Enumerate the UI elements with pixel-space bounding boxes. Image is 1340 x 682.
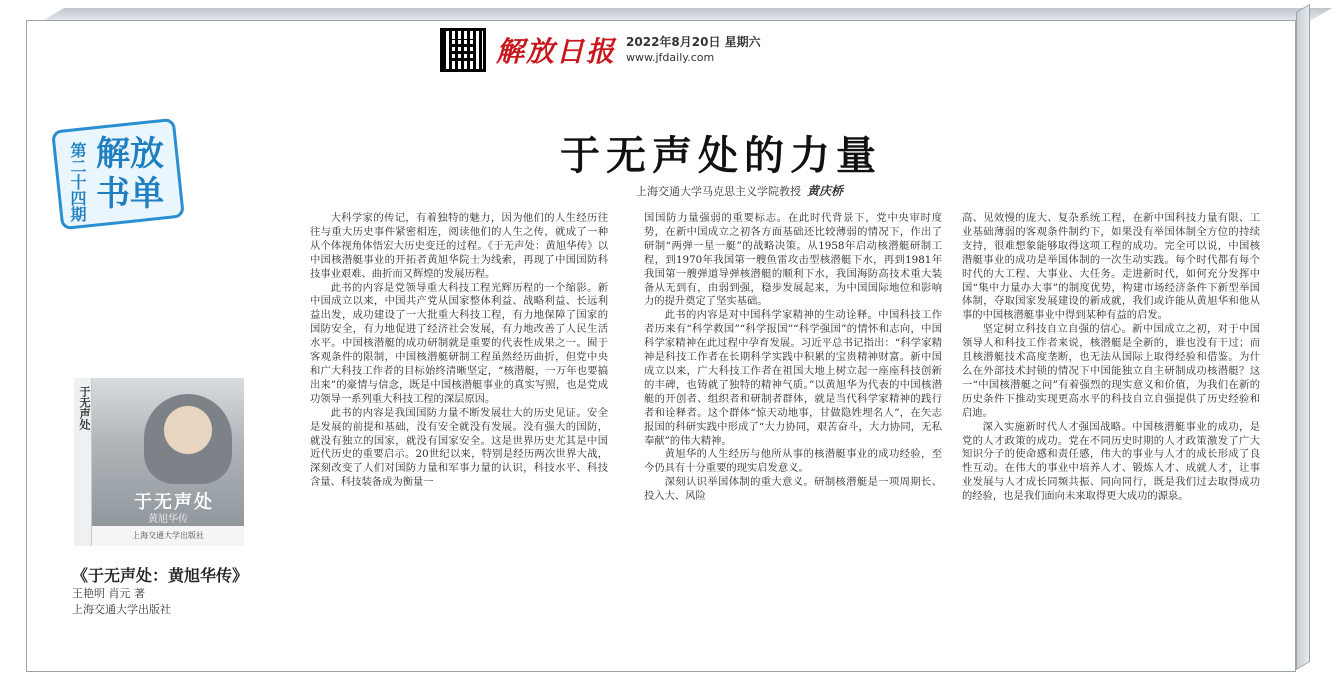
cover-title: 于无声处 [134,492,214,513]
paragraph: 深入实施新时代人才强国战略。中国核潜艇事业的成功，是党的人才政策的成功。党在不同历史时期的人才政策激发了广大知识分子的使命感和责任感，伟大的事业与人才的成长形成了良性互动。在伟大的事业中培养人才、锻炼人才、成就人才，让事业发展与人才成长同频共振、同向同行，既是我们过去取得成功的经验，也是我们面向未来取得更大成功的源泉。 [962,420,1260,503]
masthead [440,28,761,72]
paragraph: 此书的内容是党领导重大科技工程光辉历程的一个缩影。新中国成立以来，中国共产党从国家整体利益、战略利益、长远利益出发，成功建设了一大批重大科技工程，有力地保障了国家的国防安全，有力地促进了经济社会发展，有力地改善了人民生活水平。中国核潜艇的成功研制就是重要的代表性成果之一。囿于客观条件的限制，中国核潜艇研制工程虽然经历曲折，但党中央和广大科技工作者的目标始终清晰坚定，“核潜艇，一万年也要搞出来”的豪情与信念，既是中国核潜艇事业的真实写照，也是党成功领导一系列重大科技工程的深层原因。 [310,281,608,405]
byline-author: 黄庆桥 [807,184,844,198]
book-spine [74,378,92,546]
paragraph: 大科学家的传记，有着独特的魅力，因为他们的人生经历往往与重大历史事件紧密相连，阅读他们的人生之传，就成了一种从个体视角体悟宏大历史变迁的过程。《于无声处：黄旭华传》以中国核潜艇事业的开拓者黄旭华院士为线索，再现了中国国防科技事业艰难、曲折而又辉煌的发展历程。 [310,212,608,280]
paper-url: www.jfdaily.com [626,51,715,64]
cover-publisher: 上海交通大学出版社 [92,526,244,546]
byline [636,182,843,199]
page-right-edge [1296,4,1310,670]
portrait-photo [144,394,232,484]
paragraph: 黄旭华的人生经历与他所从事的核潜艇事业的成功经验，至今仍具有十分重要的现实启发意义。 [644,448,942,475]
column-badge [48,118,188,228]
qr-code-icon [440,28,486,72]
article-column-1 [310,212,608,490]
paragraph: 此书的内容是对中国科学家精神的生动诠释。中国科技工作者历来有“科学救国”“科学报国”“科学强国”的情怀和志向，中国科学家精神在此过程中孕育发展。习近平总书记指出：“科学家精神是科技工作者在长期科学实践中积累的宝贵精神财富。新中国成立以来，广大科技工作者在祖国大地上树立起一座座科技创新的丰碑，也铸就了独特的精神气质。”以黄旭华为代表的中国核潜艇的开创者、组织者和研制者群体，就是当代科学家精神的践行者和诠释者。这个群体“惊天动地事，甘做隐姓埋名人”，在矢志报国的科研实践中形成了“大力协同，艰苦奋斗，大力协同，无私奉献”的伟大精神。 [644,309,942,447]
byline-affiliation: 上海交通大学马克思主义学院教授 [636,185,801,198]
book-cover [74,378,244,546]
book-front [92,378,244,546]
book-info-authors: 王艳明 肖元 著 [72,587,145,600]
paragraph: 坚定树立科技自立自强的信心。新中国成立之初，对于中国领导人和科技工作者来说，核潜艇是全新的，谁也没有干过；而且核潜艇技术高度垄断，也无法从国际上取得经验和借鉴。为什么在外部技术封锁的情况下中国能独立自主研制成功核潜艇？这一“中国核潜艇之问”有着强烈的现实意义和价值，为我们在新的历史条件下推动实现更高水平的科技自立自强提供了历史经验和启迪。 [962,323,1260,419]
spine-title: 于无声处 [78,386,91,430]
headline: 于无声处的力量 [560,132,882,179]
article-column-2 [644,212,942,504]
issue-number: 第二十四期 [68,142,87,222]
article-column-3 [962,212,1260,504]
column-name: 解放书单 [96,134,164,214]
paragraph: 高、见效慢的庞大、复杂系统工程，在新中国科技力量有限、工业基础薄弱的客观条件制约下，如果没有举国体制全方位的持续支持，很难想象能够取得这项工程的成功。完全可以说，中国核潜艇事业的成功是举国体制的一次生动实践。每个时代都有每个时代的大工程、大事业、大任务。走进新时代，如何充分发挥中国“集中力量办大事”的制度优势，构建市场经济条件下新型举国体制，夺取国家发展建设的新成就，我们或许能从黄旭华和他从事的中国核潜艇事业中得到某种有益的启发。 [962,212,1260,322]
issue-date: 2022年8月20日 星期六 [626,35,761,49]
paragraph: 此书的内容是我国国防力量不断发展壮大的历史见证。安全是发展的前提和基础，没有安全就没有发展。没有强大的国防，就没有独立的国家，就没有国家安全。这是世界历史尤其是中国近代历史的重要启示。20世纪以来，特别是经历两次世界大战，深刻改变了人们对国防力量和军事力量的认识，科技水平、科技含量、科技装备成为衡量一 [310,406,608,489]
book-info [72,566,272,618]
cover-subtitle: 黄旭华传 [148,514,188,525]
book-info-publisher: 上海交通大学出版社 [72,603,171,616]
paragraph: 深刻认识举国体制的重大意义。研制核潜艇是一项周期长、投入大、风险 [644,476,942,503]
paper-meta [626,35,761,65]
paragraph: 国国防力量强弱的重要标志。在此时代背景下，党中央审时度势，在新中国成立之初各方面基础还比较薄弱的情况下，作出了研制“两弹一星一艇”的战略决策。从1958年启动核潜艇研制工程，到1970年我国第一艘鱼雷攻击型核潜艇下水，再到1981年我国第一艘弹道导弹核潜艇的顺利下水，我国海防高技术重大装备从无到有，由弱到强，稳步发展起来，为中国国际地位和影响力的提升奠定了坚实基础。 [644,212,942,308]
paper-logo: 解放日报 [496,35,617,68]
book-info-title: 《于无声处：黄旭华传》 [72,566,249,585]
